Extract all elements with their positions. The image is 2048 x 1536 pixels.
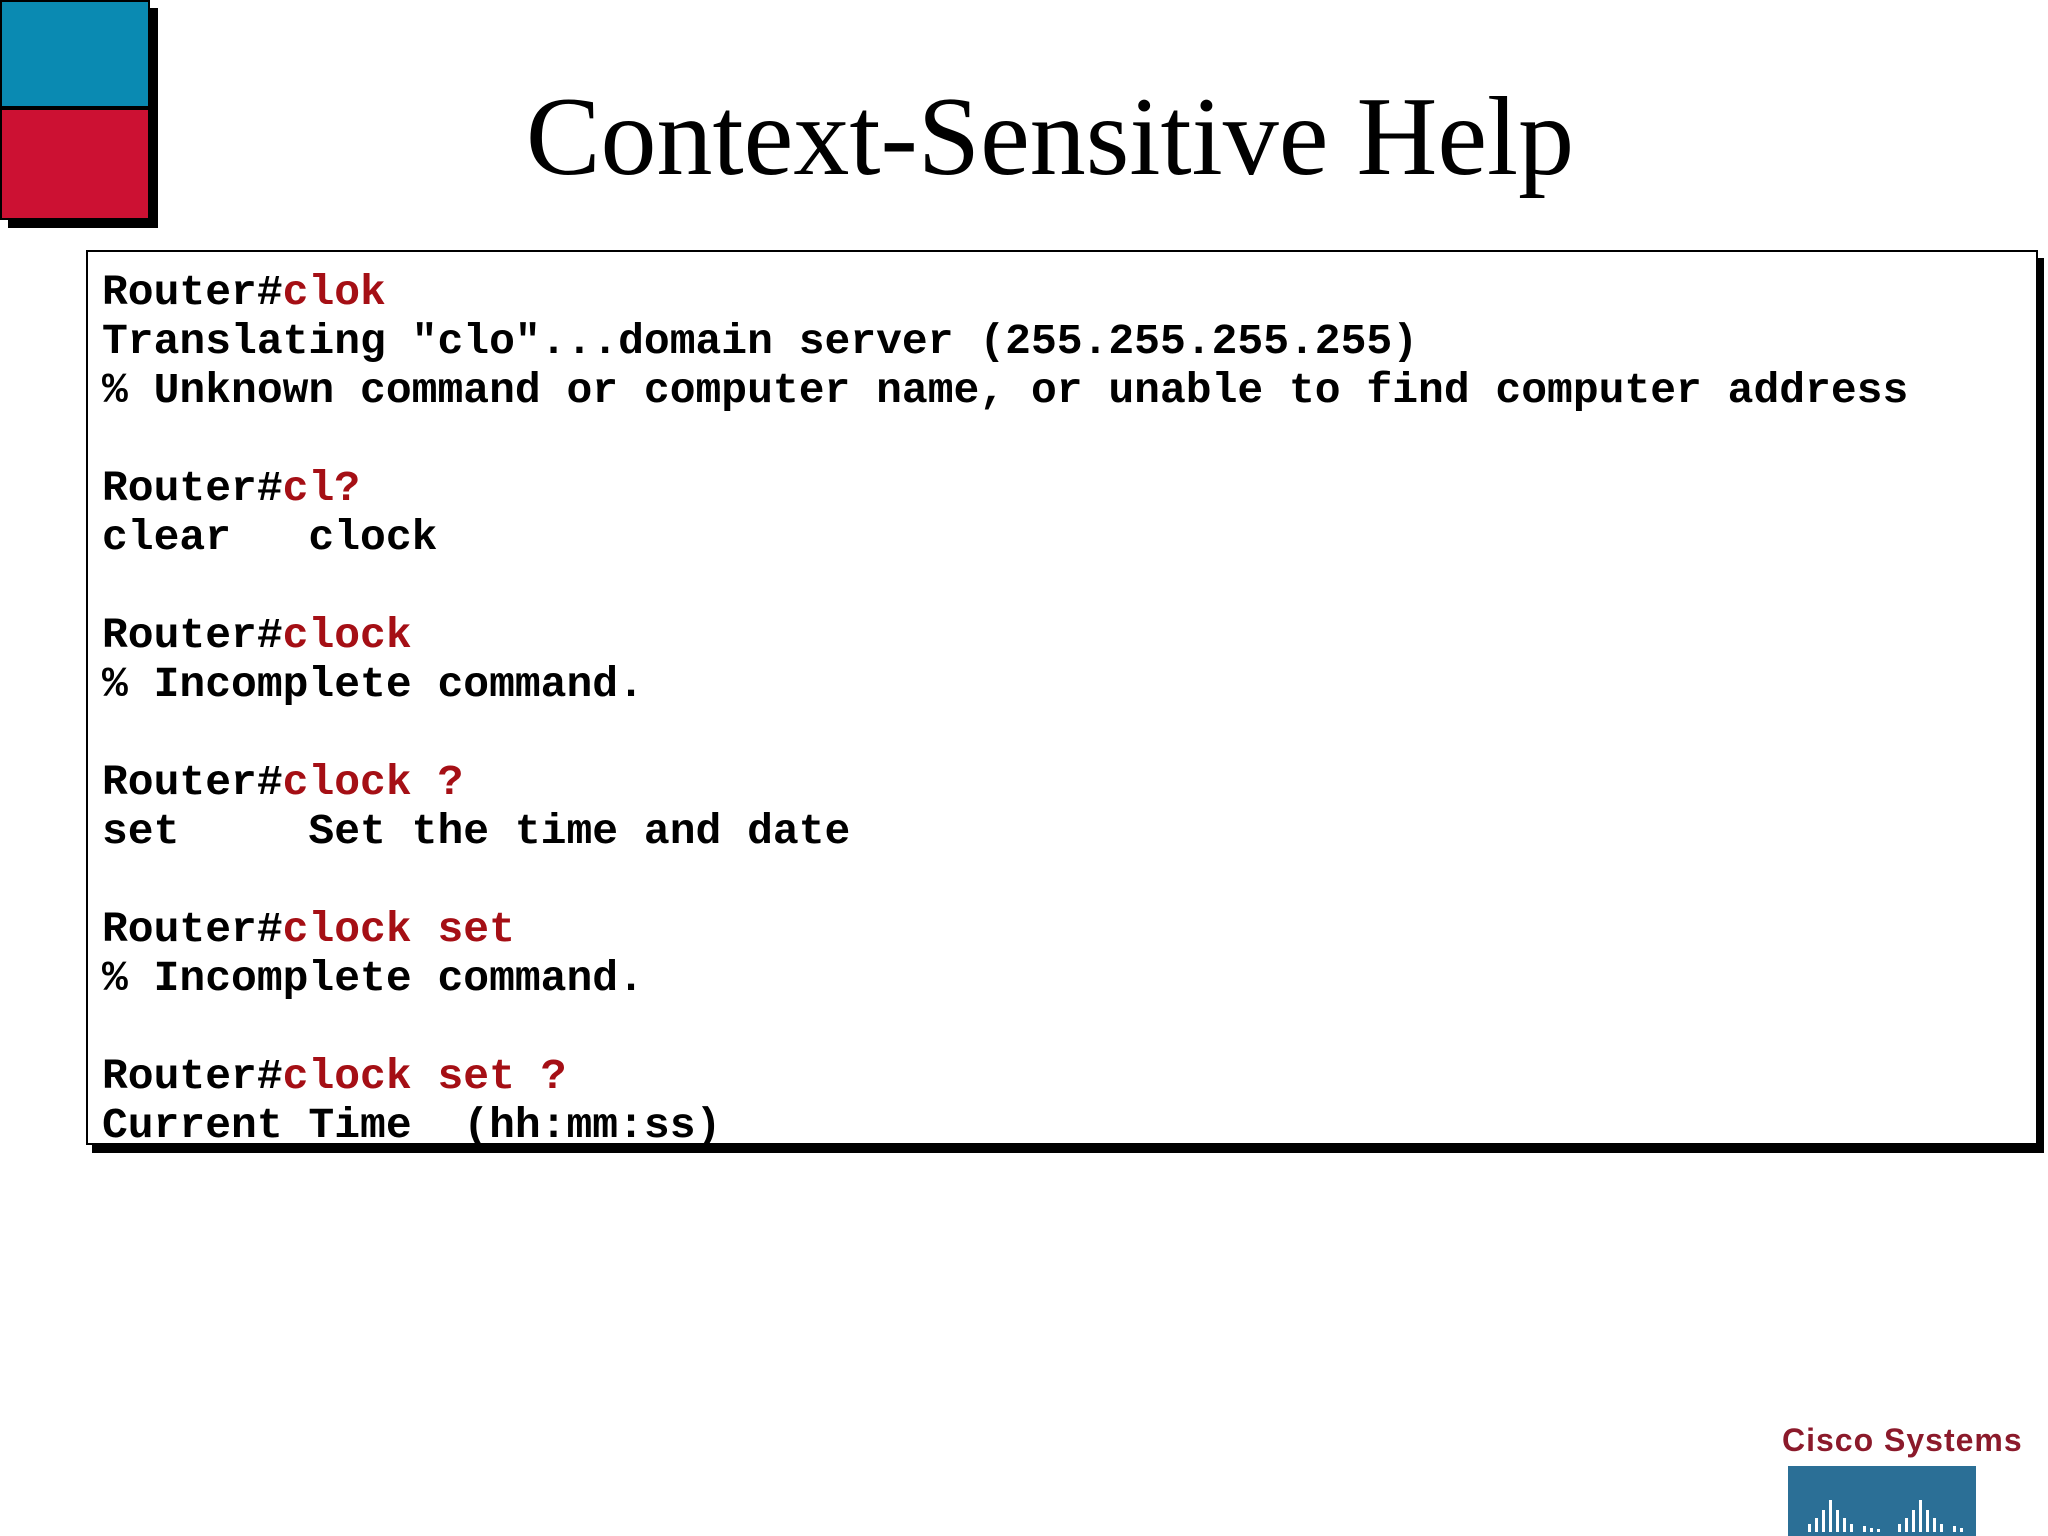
terminal-prompt: Router# — [102, 268, 283, 317]
terminal-output: Current Time (hh:mm:ss) — [102, 1101, 722, 1150]
terminal-line — [102, 954, 2036, 1003]
terminal-prompt: Router# — [102, 611, 283, 660]
terminal-output: % Incomplete command. — [102, 660, 644, 709]
terminal-prompt: Router# — [102, 758, 283, 807]
terminal-line — [102, 513, 2036, 562]
slide-title: Context-Sensitive Help — [525, 75, 1575, 199]
terminal-line — [102, 660, 2036, 709]
terminal-command: clock — [282, 611, 412, 660]
terminal-prompt: Router# — [102, 1052, 283, 1101]
terminal-line — [102, 1003, 2036, 1052]
terminal-line — [102, 1101, 2036, 1150]
terminal-line — [102, 709, 2036, 758]
corner-decoration-blue-block — [0, 0, 150, 108]
terminal-line — [102, 562, 2036, 611]
terminal-output-panel — [86, 250, 2038, 1150]
terminal-line — [102, 415, 2036, 464]
terminal-output: set Set the time and date — [102, 807, 851, 856]
cisco-logo — [1782, 1420, 2023, 1536]
terminal-line — [102, 905, 2036, 954]
terminal-line — [102, 464, 2036, 513]
terminal-line — [102, 856, 2036, 905]
corner-decoration — [0, 0, 156, 228]
terminal-line — [102, 758, 2036, 807]
cisco-bridge-icon — [1788, 1466, 1976, 1536]
terminal-line — [102, 807, 2036, 856]
terminal-prompt: Router# — [102, 905, 283, 954]
terminal-line — [102, 611, 2036, 660]
terminal-prompt: Router# — [102, 464, 283, 513]
terminal-line — [102, 317, 2036, 366]
terminal-output: Translating "clo"...domain server (255.255.255.255) — [102, 317, 1419, 366]
terminal-line — [102, 268, 2036, 317]
corner-decoration-red-block — [0, 108, 150, 220]
terminal-command: cl? — [282, 464, 361, 513]
terminal-line — [102, 366, 2036, 415]
terminal-command: clok — [282, 268, 386, 317]
terminal-line — [102, 1052, 2036, 1101]
terminal-command: clock set ? — [282, 1052, 567, 1101]
terminal-command: clock ? — [282, 758, 464, 807]
cisco-logo-text: Cisco Systems — [1782, 1422, 2023, 1458]
terminal-output: % Unknown command or computer name, or unable to find computer address — [102, 366, 1909, 415]
terminal-command: clock set — [282, 905, 515, 954]
terminal-output: % Incomplete command. — [102, 954, 644, 1003]
terminal-output: clear clock — [102, 513, 438, 562]
